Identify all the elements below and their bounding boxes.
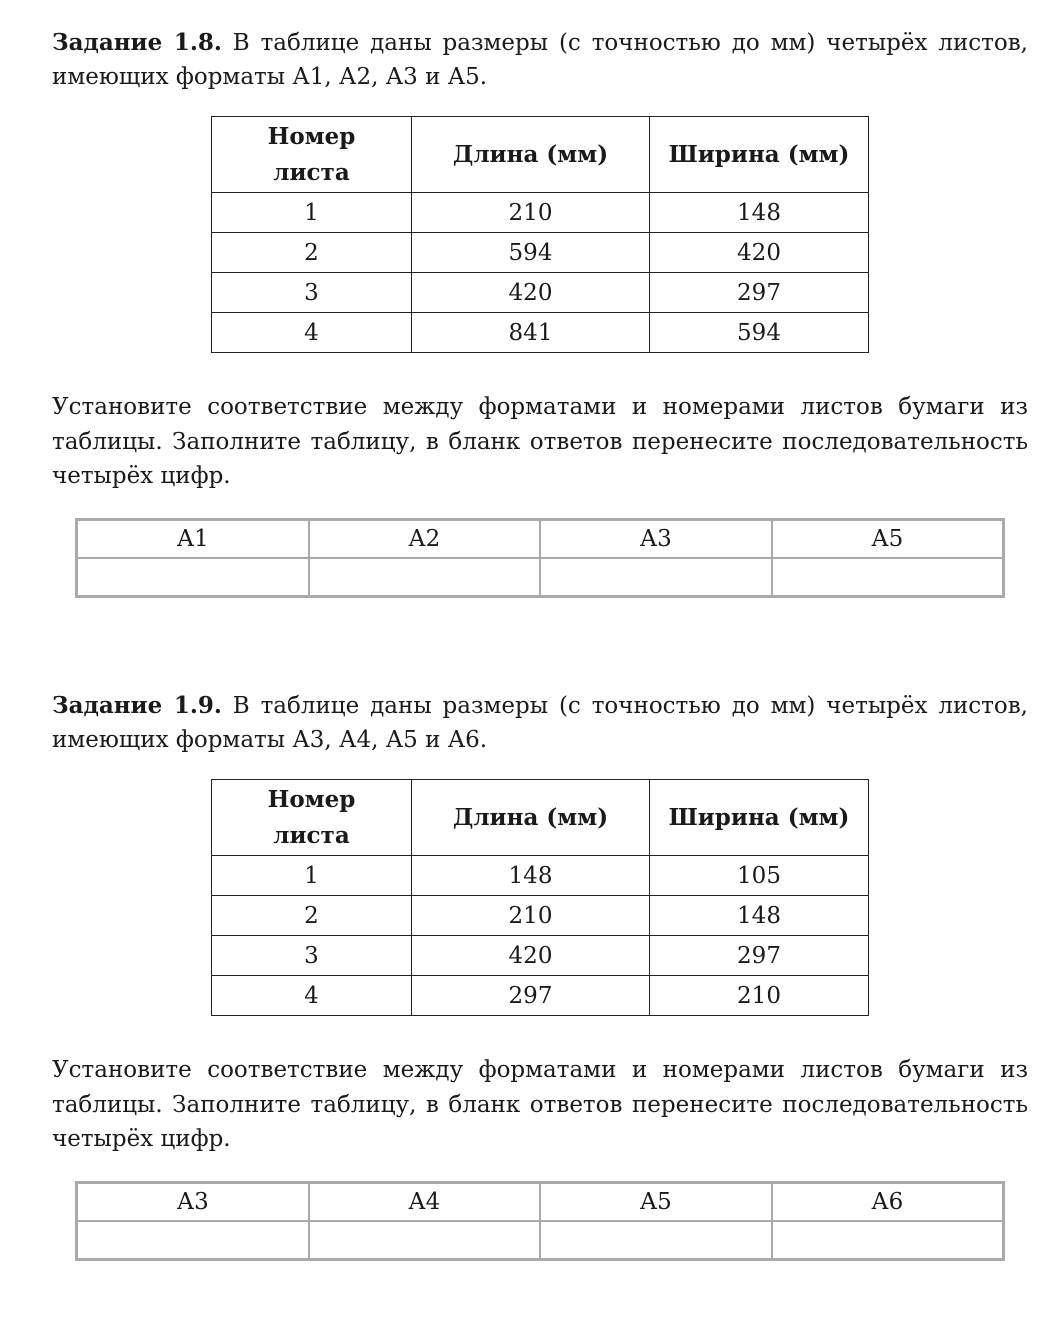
cell-sheet: 1 bbox=[212, 193, 412, 233]
answer-format-label: А6 bbox=[772, 1183, 1004, 1221]
task-label: Задание 1.9. bbox=[52, 692, 222, 719]
table-row bbox=[212, 273, 869, 313]
answer-cell[interactable] bbox=[772, 1221, 1004, 1259]
cell-width: 210 bbox=[650, 976, 869, 1016]
cell-sheet: 3 bbox=[212, 273, 412, 313]
table-header-row bbox=[212, 780, 869, 856]
answer-cell[interactable] bbox=[772, 558, 1004, 596]
cell-sheet: 2 bbox=[212, 233, 412, 273]
task-intro: В таблице даны размеры (с точностью до мм) четырёх листов, имеющих форматы А1, А2, А3 и А5. bbox=[52, 30, 1028, 90]
answer-input-row bbox=[77, 558, 1003, 596]
answer-cell[interactable] bbox=[540, 1221, 772, 1259]
answer-format-label: А3 bbox=[540, 520, 772, 558]
table-row bbox=[212, 193, 869, 233]
table-row bbox=[212, 233, 869, 273]
table-row bbox=[212, 976, 869, 1016]
cell-sheet: 2 bbox=[212, 896, 412, 936]
cell-width: 148 bbox=[650, 193, 869, 233]
table-row bbox=[212, 936, 869, 976]
cell-sheet: 4 bbox=[212, 976, 412, 1016]
answer-cell[interactable] bbox=[309, 558, 541, 596]
answer-format-label: А2 bbox=[309, 520, 541, 558]
answer-table-1-8 bbox=[75, 518, 1005, 598]
header-width: Ширина (мм) bbox=[650, 780, 869, 856]
answer-format-label: А5 bbox=[772, 520, 1004, 558]
table-row bbox=[212, 856, 869, 896]
header-sheet-number: Номер листа bbox=[212, 780, 412, 856]
answer-cell[interactable] bbox=[309, 1221, 541, 1259]
answer-format-label: А4 bbox=[309, 1183, 541, 1221]
table-header-row bbox=[212, 117, 869, 193]
answer-input-row bbox=[77, 1221, 1003, 1259]
answer-format-label: А1 bbox=[77, 520, 309, 558]
answer-header-row bbox=[77, 1183, 1003, 1221]
cell-length: 420 bbox=[412, 273, 650, 313]
cell-width: 420 bbox=[650, 233, 869, 273]
cell-sheet: 3 bbox=[212, 936, 412, 976]
sizes-table-1-8 bbox=[211, 116, 869, 353]
cell-width: 105 bbox=[650, 856, 869, 896]
header-width: Ширина (мм) bbox=[650, 117, 869, 193]
cell-length: 594 bbox=[412, 233, 650, 273]
cell-sheet: 1 bbox=[212, 856, 412, 896]
cell-sheet: 4 bbox=[212, 313, 412, 353]
header-length: Длина (мм) bbox=[412, 117, 650, 193]
cell-length: 148 bbox=[412, 856, 650, 896]
answer-cell[interactable] bbox=[77, 1221, 309, 1259]
answer-cell[interactable] bbox=[77, 558, 309, 596]
answer-format-label: А3 bbox=[77, 1183, 309, 1221]
answer-header-row bbox=[77, 520, 1003, 558]
cell-width: 148 bbox=[650, 896, 869, 936]
header-sheet-number: Номер листа bbox=[212, 117, 412, 193]
task-label: Задание 1.8. bbox=[52, 29, 222, 56]
answer-cell[interactable] bbox=[540, 558, 772, 596]
cell-length: 210 bbox=[412, 193, 650, 233]
task-1-9-statement bbox=[52, 689, 1028, 757]
cell-width: 297 bbox=[650, 936, 869, 976]
task-intro: В таблице даны размеры (с точностью до мм) четырёх листов, имеющих форматы А3, А4, А5 и А6. bbox=[52, 693, 1028, 753]
task-1-8-instruction: Установите соответствие между форматами и номерами листов бумаги из таблицы. Заполните таблицу, в бланк ответов перенесите последовательность четырёх цифр. bbox=[52, 394, 1028, 489]
cell-length: 210 bbox=[412, 896, 650, 936]
cell-width: 594 bbox=[650, 313, 869, 353]
task-1-9-instruction: Установите соответствие между форматами и номерами листов бумаги из таблицы. Заполните таблицу, в бланк ответов перенесите последовательность четырёх цифр. bbox=[52, 1057, 1028, 1152]
task-1-8-statement bbox=[52, 26, 1028, 94]
cell-length: 420 bbox=[412, 936, 650, 976]
cell-length: 841 bbox=[412, 313, 650, 353]
cell-length: 297 bbox=[412, 976, 650, 1016]
table-row bbox=[212, 896, 869, 936]
sizes-table-1-9 bbox=[211, 779, 869, 1016]
header-length: Длина (мм) bbox=[412, 780, 650, 856]
answer-format-label: А5 bbox=[540, 1183, 772, 1221]
table-row bbox=[212, 313, 869, 353]
answer-table-1-9 bbox=[75, 1181, 1005, 1261]
cell-width: 297 bbox=[650, 273, 869, 313]
